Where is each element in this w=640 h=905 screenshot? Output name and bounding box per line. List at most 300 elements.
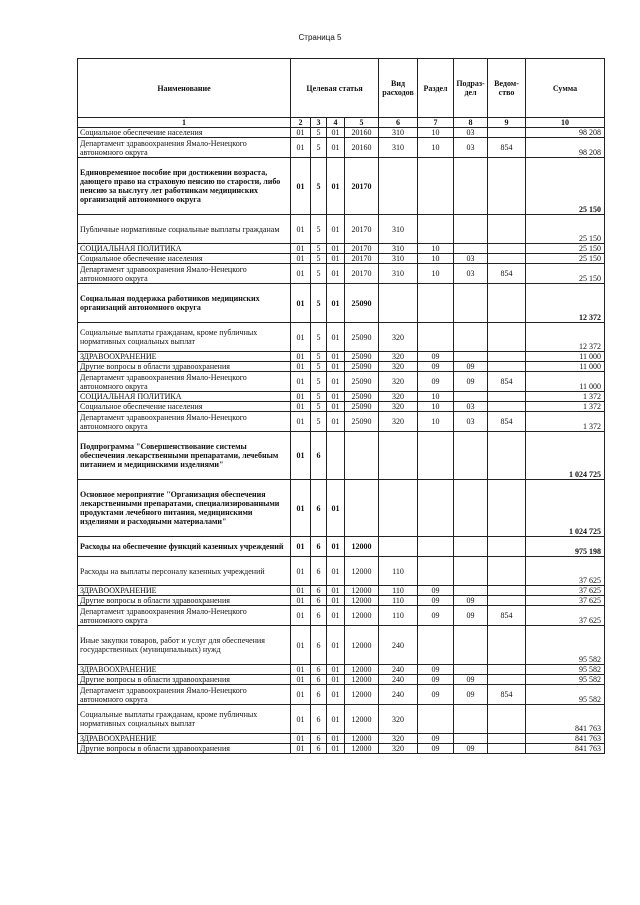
col-number: 9 xyxy=(488,118,526,128)
summa: 37 625 xyxy=(526,586,605,596)
table-body xyxy=(78,128,605,754)
target-code-3: 01 xyxy=(327,138,345,158)
target-code-3: 01 xyxy=(327,158,345,215)
target-code-4: 12000 xyxy=(345,705,379,734)
razdel: 10 xyxy=(418,138,454,158)
vid-rashodov: 320 xyxy=(379,402,418,412)
podrazdel: 03 xyxy=(454,264,488,284)
col-number: 5 xyxy=(345,118,379,128)
razdel: 09 xyxy=(418,586,454,596)
summa: 25 150 xyxy=(526,215,605,244)
razdel xyxy=(418,537,454,557)
summa: 25 150 xyxy=(526,254,605,264)
target-code-1: 01 xyxy=(291,606,311,626)
target-code-1: 01 xyxy=(291,586,311,596)
row-name: СОЦИАЛЬНАЯ ПОЛИТИКА xyxy=(78,392,291,402)
vid-rashodov: 240 xyxy=(379,685,418,705)
row-name: Социальная поддержка работников медицинских организаций автономного округа xyxy=(78,284,291,323)
col-number: 10 xyxy=(526,118,605,128)
podrazdel xyxy=(454,323,488,352)
table-row xyxy=(78,392,605,402)
target-code-2: 5 xyxy=(311,215,327,244)
row-name: СОЦИАЛЬНАЯ ПОЛИТИКА xyxy=(78,244,291,254)
vedomstvo: 854 xyxy=(488,264,526,284)
target-code-2: 6 xyxy=(311,705,327,734)
target-code-4: 25090 xyxy=(345,392,379,402)
target-code-4: 20170 xyxy=(345,254,379,264)
table-row xyxy=(78,432,605,480)
target-code-1: 01 xyxy=(291,665,311,675)
summa: 841 763 xyxy=(526,744,605,754)
target-code-1: 01 xyxy=(291,215,311,244)
target-code-2: 6 xyxy=(311,626,327,665)
vedomstvo xyxy=(488,734,526,744)
podrazdel: 09 xyxy=(454,362,488,372)
target-code-1: 01 xyxy=(291,392,311,402)
podrazdel: 09 xyxy=(454,606,488,626)
vid-rashodov: 320 xyxy=(379,705,418,734)
table-row xyxy=(78,606,605,626)
summa: 25 150 xyxy=(526,264,605,284)
table-row xyxy=(78,128,605,138)
target-code-2: 5 xyxy=(311,372,327,392)
podrazdel xyxy=(454,557,488,586)
target-code-4: 12000 xyxy=(345,596,379,606)
target-code-3: 01 xyxy=(327,362,345,372)
target-code-4: 12000 xyxy=(345,685,379,705)
target-code-4: 25090 xyxy=(345,323,379,352)
razdel xyxy=(418,626,454,665)
target-code-4 xyxy=(345,432,379,480)
target-code-2: 6 xyxy=(311,596,327,606)
target-code-3: 01 xyxy=(327,372,345,392)
vid-rashodov: 310 xyxy=(379,138,418,158)
target-code-3: 01 xyxy=(327,665,345,675)
summa: 1 372 xyxy=(526,392,605,402)
target-code-4: 25090 xyxy=(345,372,379,392)
summa: 37 625 xyxy=(526,606,605,626)
vid-rashodov xyxy=(379,432,418,480)
target-code-2: 5 xyxy=(311,264,327,284)
column-number-row xyxy=(78,118,605,128)
podrazdel xyxy=(454,665,488,675)
row-name: Другие вопросы в области здравоохранения xyxy=(78,362,291,372)
table-row xyxy=(78,705,605,734)
table-row xyxy=(78,323,605,352)
target-code-3: 01 xyxy=(327,675,345,685)
vedomstvo: 854 xyxy=(488,606,526,626)
vedomstvo: 854 xyxy=(488,685,526,705)
row-name: Социальные выплаты гражданам, кроме публичных нормативных социальных выплат xyxy=(78,323,291,352)
row-name: Социальные выплаты гражданам, кроме публичных нормативных социальных выплат xyxy=(78,705,291,734)
target-code-2: 5 xyxy=(311,402,327,412)
summa: 841 763 xyxy=(526,734,605,744)
target-code-1: 01 xyxy=(291,596,311,606)
row-name: Иные закупки товаров, работ и услуг для обеспечения государственных (муниципальных) нужд xyxy=(78,626,291,665)
razdel: 09 xyxy=(418,685,454,705)
razdel: 09 xyxy=(418,606,454,626)
vid-rashodov: 320 xyxy=(379,372,418,392)
target-code-1: 01 xyxy=(291,158,311,215)
target-code-3: 01 xyxy=(327,402,345,412)
target-code-4: 25090 xyxy=(345,412,379,432)
row-name: Департамент здравоохранения Ямало-Ненецкого автономного округа xyxy=(78,264,291,284)
target-code-1: 01 xyxy=(291,744,311,754)
vedomstvo xyxy=(488,432,526,480)
row-name: Другие вопросы в области здравоохранения xyxy=(78,744,291,754)
vid-rashodov xyxy=(379,284,418,323)
razdel xyxy=(418,705,454,734)
podrazdel: 09 xyxy=(454,675,488,685)
target-code-1: 01 xyxy=(291,254,311,264)
summa: 95 582 xyxy=(526,665,605,675)
row-name: Публичные нормативные социальные выплаты гражданам xyxy=(78,215,291,244)
vid-rashodov: 320 xyxy=(379,412,418,432)
target-code-1: 01 xyxy=(291,362,311,372)
target-code-4: 25090 xyxy=(345,402,379,412)
table-row xyxy=(78,685,605,705)
row-name: Департамент здравоохранения Ямало-Ненецкого автономного округа xyxy=(78,685,291,705)
target-code-4: 12000 xyxy=(345,557,379,586)
podrazdel xyxy=(454,586,488,596)
vid-rashodov: 320 xyxy=(379,323,418,352)
vedomstvo: 854 xyxy=(488,138,526,158)
row-name: Департамент здравоохранения Ямало-Ненецкого автономного округа xyxy=(78,412,291,432)
target-code-4: 12000 xyxy=(345,606,379,626)
target-code-2: 6 xyxy=(311,557,327,586)
target-code-3: 01 xyxy=(327,284,345,323)
target-code-2: 6 xyxy=(311,685,327,705)
razdel: 10 xyxy=(418,244,454,254)
col-number: 4 xyxy=(327,118,345,128)
podrazdel xyxy=(454,705,488,734)
table-row xyxy=(78,138,605,158)
target-code-2: 6 xyxy=(311,432,327,480)
vedomstvo xyxy=(488,744,526,754)
table-row xyxy=(78,537,605,557)
target-code-4: 12000 xyxy=(345,537,379,557)
table-row xyxy=(78,412,605,432)
vedomstvo xyxy=(488,557,526,586)
col-number: 2 xyxy=(291,118,311,128)
row-name: ЗДРАВООХРАНЕНИЕ xyxy=(78,352,291,362)
summa: 95 582 xyxy=(526,626,605,665)
target-code-2: 6 xyxy=(311,606,327,626)
summa: 98 208 xyxy=(526,128,605,138)
summa: 37 625 xyxy=(526,596,605,606)
razdel: 10 xyxy=(418,412,454,432)
target-code-4: 12000 xyxy=(345,744,379,754)
target-code-3: 01 xyxy=(327,128,345,138)
table-row xyxy=(78,626,605,665)
summa: 1 372 xyxy=(526,412,605,432)
vid-rashodov: 110 xyxy=(379,606,418,626)
target-code-4: 25090 xyxy=(345,284,379,323)
podrazdel xyxy=(454,352,488,362)
target-code-3: 01 xyxy=(327,264,345,284)
table-row xyxy=(78,665,605,675)
vid-rashodov: 320 xyxy=(379,392,418,402)
razdel: 10 xyxy=(418,254,454,264)
header-name: Наименование xyxy=(78,59,291,118)
header-target: Целевая статья xyxy=(291,59,379,118)
vedomstvo xyxy=(488,323,526,352)
podrazdel xyxy=(454,432,488,480)
target-code-3: 01 xyxy=(327,215,345,244)
razdel xyxy=(418,557,454,586)
vid-rashodov: 310 xyxy=(379,244,418,254)
vedomstvo: 854 xyxy=(488,412,526,432)
vedomstvo xyxy=(488,244,526,254)
target-code-3: 01 xyxy=(327,392,345,402)
summa: 95 582 xyxy=(526,685,605,705)
header-summa: Сумма xyxy=(526,59,605,118)
target-code-1: 01 xyxy=(291,675,311,685)
row-name: Другие вопросы в области здравоохранения xyxy=(78,675,291,685)
razdel: 09 xyxy=(418,675,454,685)
target-code-2: 6 xyxy=(311,586,327,596)
table-row xyxy=(78,158,605,215)
razdel: 10 xyxy=(418,264,454,284)
table-row xyxy=(78,596,605,606)
summa: 11 000 xyxy=(526,362,605,372)
summa: 841 763 xyxy=(526,705,605,734)
table-row xyxy=(78,675,605,685)
vid-rashodov xyxy=(379,537,418,557)
target-code-2: 5 xyxy=(311,392,327,402)
target-code-2: 5 xyxy=(311,412,327,432)
row-name: Департамент здравоохранения Ямало-Ненецкого автономного округа xyxy=(78,606,291,626)
razdel: 09 xyxy=(418,665,454,675)
target-code-1: 01 xyxy=(291,537,311,557)
vid-rashodov: 310 xyxy=(379,254,418,264)
summa: 25 150 xyxy=(526,158,605,215)
row-name: Подпрограмма "Совершенствование системы обеспечения лекарственными препаратами, лечебным питанием и медицинскими изделиями" xyxy=(78,432,291,480)
header-razdel: Раздел xyxy=(418,59,454,118)
target-code-3: 01 xyxy=(327,626,345,665)
vedomstvo xyxy=(488,586,526,596)
razdel: 09 xyxy=(418,744,454,754)
target-code-4: 20160 xyxy=(345,138,379,158)
razdel xyxy=(418,432,454,480)
col-number: 1 xyxy=(78,118,291,128)
table-row xyxy=(78,284,605,323)
vid-rashodov: 310 xyxy=(379,264,418,284)
vid-rashodov xyxy=(379,158,418,215)
target-code-4: 25090 xyxy=(345,362,379,372)
table-row xyxy=(78,362,605,372)
target-code-2: 6 xyxy=(311,734,327,744)
target-code-1: 01 xyxy=(291,138,311,158)
budget-table xyxy=(77,58,605,754)
podrazdel xyxy=(454,215,488,244)
vid-rashodov: 310 xyxy=(379,128,418,138)
row-name: Единовременное пособие при достижении возраста, дающего право на страховую пенсию по старости, либо пенсию за выслугу лет работникам медицинских организаций автономного округа xyxy=(78,158,291,215)
target-code-3: 01 xyxy=(327,705,345,734)
vid-rashodov: 310 xyxy=(379,215,418,244)
vedomstvo xyxy=(488,158,526,215)
target-code-3: 01 xyxy=(327,586,345,596)
page-title: Страница 5 xyxy=(298,33,342,42)
podrazdel: 03 xyxy=(454,138,488,158)
row-name: Социальное обеспечение населения xyxy=(78,254,291,264)
razdel: 09 xyxy=(418,372,454,392)
podrazdel xyxy=(454,392,488,402)
podrazdel: 09 xyxy=(454,372,488,392)
vedomstvo xyxy=(488,596,526,606)
target-code-3: 01 xyxy=(327,412,345,432)
target-code-1: 01 xyxy=(291,352,311,362)
row-name: Другие вопросы в области здравоохранения xyxy=(78,596,291,606)
summa: 12 372 xyxy=(526,323,605,352)
vedomstvo xyxy=(488,215,526,244)
podrazdel xyxy=(454,284,488,323)
vedomstvo xyxy=(488,352,526,362)
summa: 11 000 xyxy=(526,372,605,392)
target-code-2: 5 xyxy=(311,323,327,352)
target-code-1: 01 xyxy=(291,734,311,744)
razdel xyxy=(418,158,454,215)
target-code-1: 01 xyxy=(291,685,311,705)
vid-rashodov: 240 xyxy=(379,626,418,665)
col-number: 3 xyxy=(311,118,327,128)
vedomstvo xyxy=(488,402,526,412)
summa: 98 208 xyxy=(526,138,605,158)
target-code-1: 01 xyxy=(291,264,311,284)
summa: 11 000 xyxy=(526,352,605,362)
podrazdel: 09 xyxy=(454,596,488,606)
target-code-4: 20160 xyxy=(345,128,379,138)
vid-rashodov: 240 xyxy=(379,665,418,675)
razdel xyxy=(418,323,454,352)
target-code-2: 5 xyxy=(311,254,327,264)
target-code-4: 12000 xyxy=(345,675,379,685)
row-name: Департамент здравоохранения Ямало-Ненецкого автономного округа xyxy=(78,372,291,392)
vid-rashodov: 240 xyxy=(379,675,418,685)
row-name: ЗДРАВООХРАНЕНИЕ xyxy=(78,665,291,675)
table-row xyxy=(78,372,605,392)
vedomstvo xyxy=(488,392,526,402)
target-code-1: 01 xyxy=(291,128,311,138)
target-code-1: 01 xyxy=(291,402,311,412)
target-code-2: 5 xyxy=(311,158,327,215)
target-code-2: 6 xyxy=(311,675,327,685)
target-code-3: 01 xyxy=(327,685,345,705)
table-row xyxy=(78,734,605,744)
podrazdel xyxy=(454,734,488,744)
target-code-1: 01 xyxy=(291,480,311,537)
vedomstvo xyxy=(488,480,526,537)
summa: 12 372 xyxy=(526,284,605,323)
table-row xyxy=(78,352,605,362)
vid-rashodov: 110 xyxy=(379,586,418,596)
vedomstvo xyxy=(488,626,526,665)
target-code-3: 01 xyxy=(327,734,345,744)
vid-rashodov: 320 xyxy=(379,734,418,744)
vid-rashodov: 320 xyxy=(379,352,418,362)
target-code-2: 6 xyxy=(311,480,327,537)
summa: 95 582 xyxy=(526,675,605,685)
target-code-2: 6 xyxy=(311,665,327,675)
target-code-1: 01 xyxy=(291,244,311,254)
target-code-3 xyxy=(327,432,345,480)
target-code-4: 20170 xyxy=(345,244,379,254)
target-code-4: 20170 xyxy=(345,158,379,215)
target-code-3: 01 xyxy=(327,323,345,352)
row-name: ЗДРАВООХРАНЕНИЕ xyxy=(78,586,291,596)
vedomstvo xyxy=(488,675,526,685)
target-code-3: 01 xyxy=(327,596,345,606)
podrazdel xyxy=(454,626,488,665)
table-row xyxy=(78,557,605,586)
target-code-4: 12000 xyxy=(345,626,379,665)
target-code-1: 01 xyxy=(291,323,311,352)
table-row xyxy=(78,244,605,254)
razdel: 10 xyxy=(418,128,454,138)
target-code-2: 6 xyxy=(311,744,327,754)
target-code-1: 01 xyxy=(291,372,311,392)
vedomstvo xyxy=(488,284,526,323)
table-row xyxy=(78,264,605,284)
header-podrazdel: Подраз- дел xyxy=(454,59,488,118)
razdel: 10 xyxy=(418,392,454,402)
target-code-1: 01 xyxy=(291,705,311,734)
row-name: Основное мероприятие "Организация обеспечения лекарственными препаратами, специализированными продуктами лечебного питания, медицинскими изделиями и расходными материалами" xyxy=(78,480,291,537)
vid-rashodov: 320 xyxy=(379,744,418,754)
summa: 975 198 xyxy=(526,537,605,557)
target-code-2: 5 xyxy=(311,138,327,158)
target-code-3: 01 xyxy=(327,352,345,362)
target-code-1: 01 xyxy=(291,284,311,323)
col-number: 6 xyxy=(379,118,418,128)
table-row xyxy=(78,402,605,412)
target-code-3: 01 xyxy=(327,606,345,626)
target-code-2: 5 xyxy=(311,128,327,138)
summa: 25 150 xyxy=(526,244,605,254)
podrazdel xyxy=(454,480,488,537)
razdel: 09 xyxy=(418,352,454,362)
table-row xyxy=(78,586,605,596)
vedomstvo xyxy=(488,665,526,675)
vid-rashodov xyxy=(379,480,418,537)
target-code-1: 01 xyxy=(291,432,311,480)
razdel xyxy=(418,480,454,537)
summa: 1 024 725 xyxy=(526,480,605,537)
table-row xyxy=(78,744,605,754)
row-name: Расходы на обеспечение функций казенных учреждений xyxy=(78,537,291,557)
target-code-4: 12000 xyxy=(345,665,379,675)
target-code-4: 25090 xyxy=(345,352,379,362)
target-code-3: 01 xyxy=(327,480,345,537)
target-code-3: 01 xyxy=(327,557,345,586)
table-row xyxy=(78,480,605,537)
vedomstvo xyxy=(488,128,526,138)
row-name: ЗДРАВООХРАНЕНИЕ xyxy=(78,734,291,744)
col-number: 7 xyxy=(418,118,454,128)
header-vedomstvo: Ведом- ство xyxy=(488,59,526,118)
vedomstvo: 854 xyxy=(488,372,526,392)
row-name: Расходы на выплаты персоналу казенных учреждений xyxy=(78,557,291,586)
header-vid: Вид расходов xyxy=(379,59,418,118)
target-code-3: 01 xyxy=(327,744,345,754)
razdel xyxy=(418,284,454,323)
vedomstvo xyxy=(488,705,526,734)
podrazdel: 03 xyxy=(454,128,488,138)
razdel: 09 xyxy=(418,734,454,744)
summa: 1 372 xyxy=(526,402,605,412)
row-name: Департамент здравоохранения Ямало-Ненецкого автономного округа xyxy=(78,138,291,158)
vid-rashodov: 320 xyxy=(379,362,418,372)
